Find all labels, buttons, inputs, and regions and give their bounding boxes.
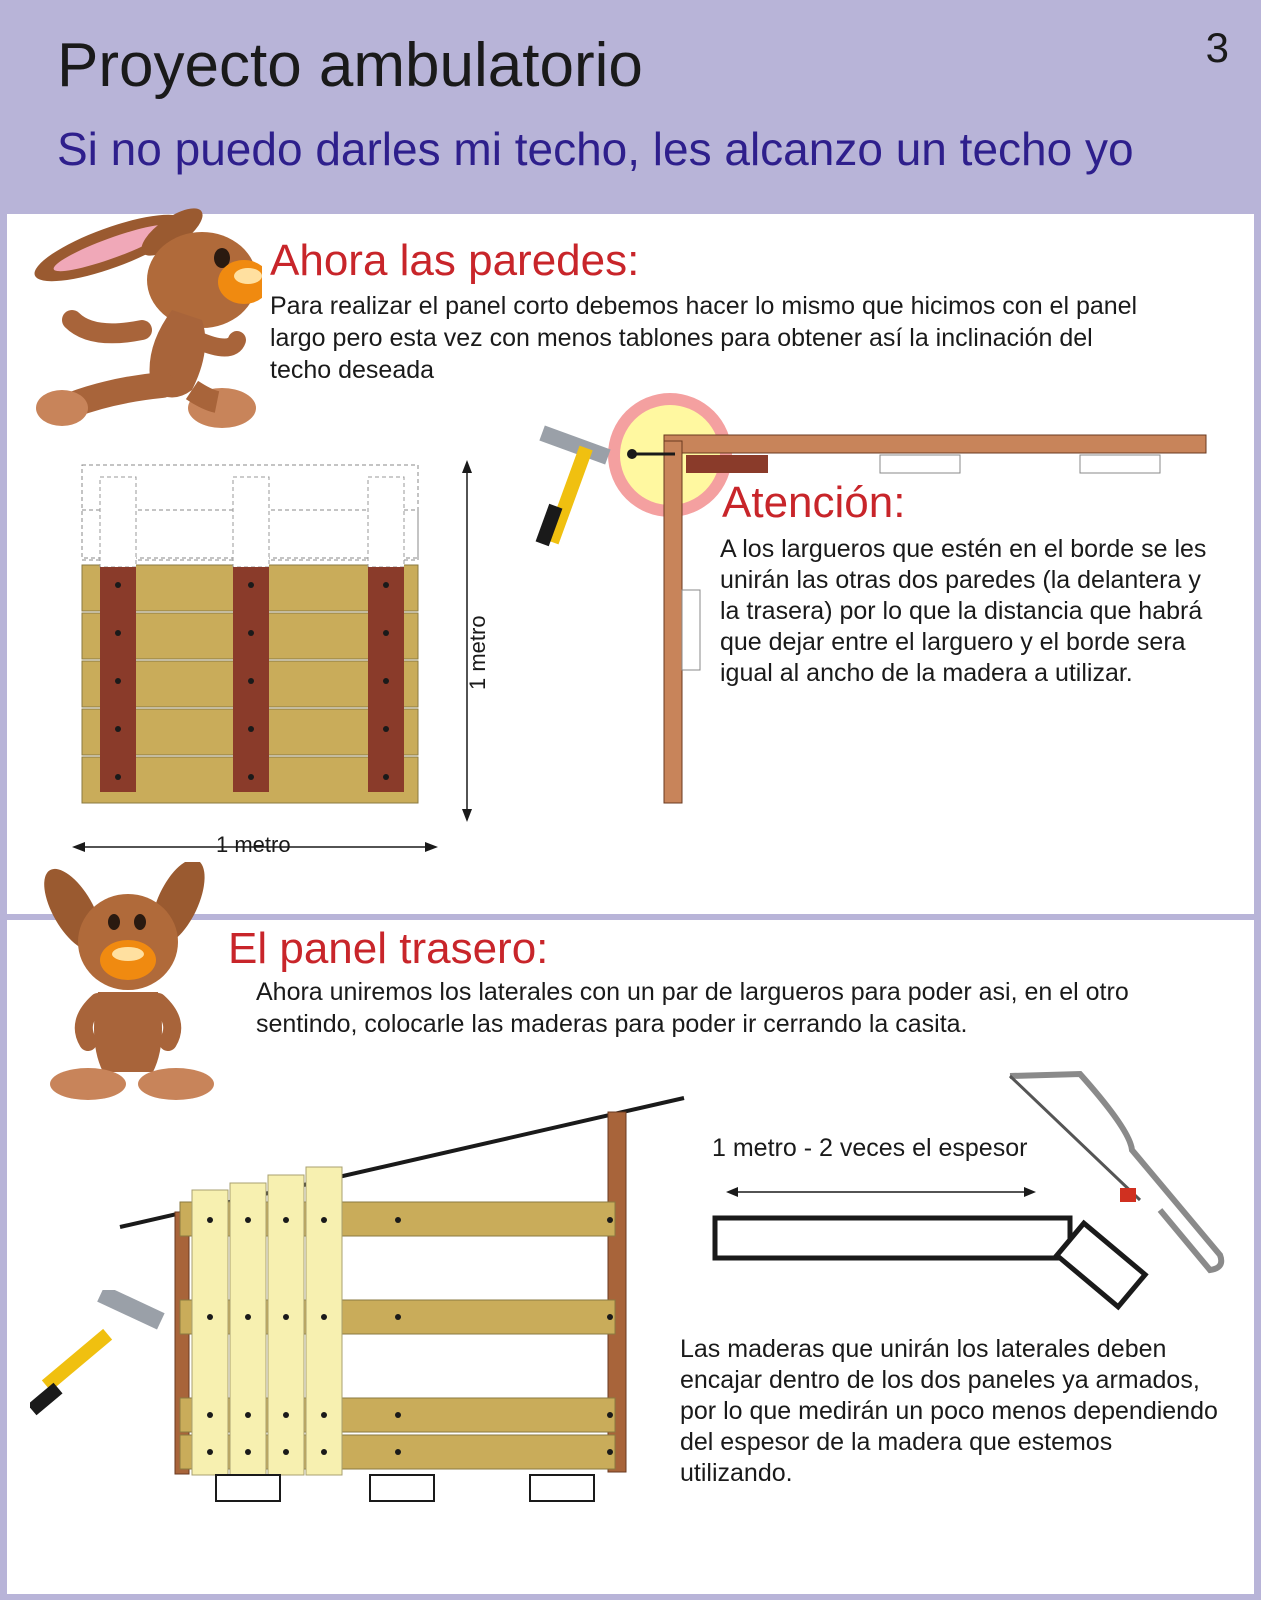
attention-heading: Atención: [722,478,906,527]
width-dimension-label: 1 metro [216,832,291,857]
walls-text: Para realizar el panel corto debemos hacer lo mismo que hicimos con el panel largo pero esta vez con menos tablones para obtener así la inclinación del techo deseada [270,292,1138,384]
back-panel-text: Ahora uniremos los laterales con un par de largueros para poder asi, en el otro sentindo, colocarle las maderas para poder ir cerrando la casita. [256,978,1129,1038]
height-dimension-label: 1 metro [465,615,490,690]
page-subtitle: Si no puedo darles mi techo, les alcanzo un techo yo [57,123,1134,175]
cut-plank-diagram [700,1070,1240,1320]
page-number: 3 [1205,24,1229,71]
page-title: Proyecto ambulatorio [57,31,643,100]
hammer-icon [30,1290,170,1420]
attention-text: A los largueros que estén en el borde se les unirán las otras dos paredes (la delantera y la trasera) por lo que la distancia que habrá que dejar entre el larguero y el borde sera igual al ancho de la madera a utilizar. [720,535,1207,687]
rabbit-walking-icon [22,190,262,440]
plank-note-text: Las maderas que unirán los laterales deben encajar dentro de los dos paneles ya armados, por lo que medirán un poco menos dependiendo del espesor de la madera que estemos utilizando. [680,1335,1218,1487]
short-panel-diagram [70,455,490,855]
hammer-icon [536,426,611,547]
rabbit-standing-icon [28,862,228,1112]
back-panel-heading: El panel trasero: [228,924,549,973]
cut-length-label: 1 metro - 2 veces el espesor [712,1134,1028,1162]
walls-heading: Ahora las paredes: [270,236,640,285]
page-header [0,0,1261,214]
